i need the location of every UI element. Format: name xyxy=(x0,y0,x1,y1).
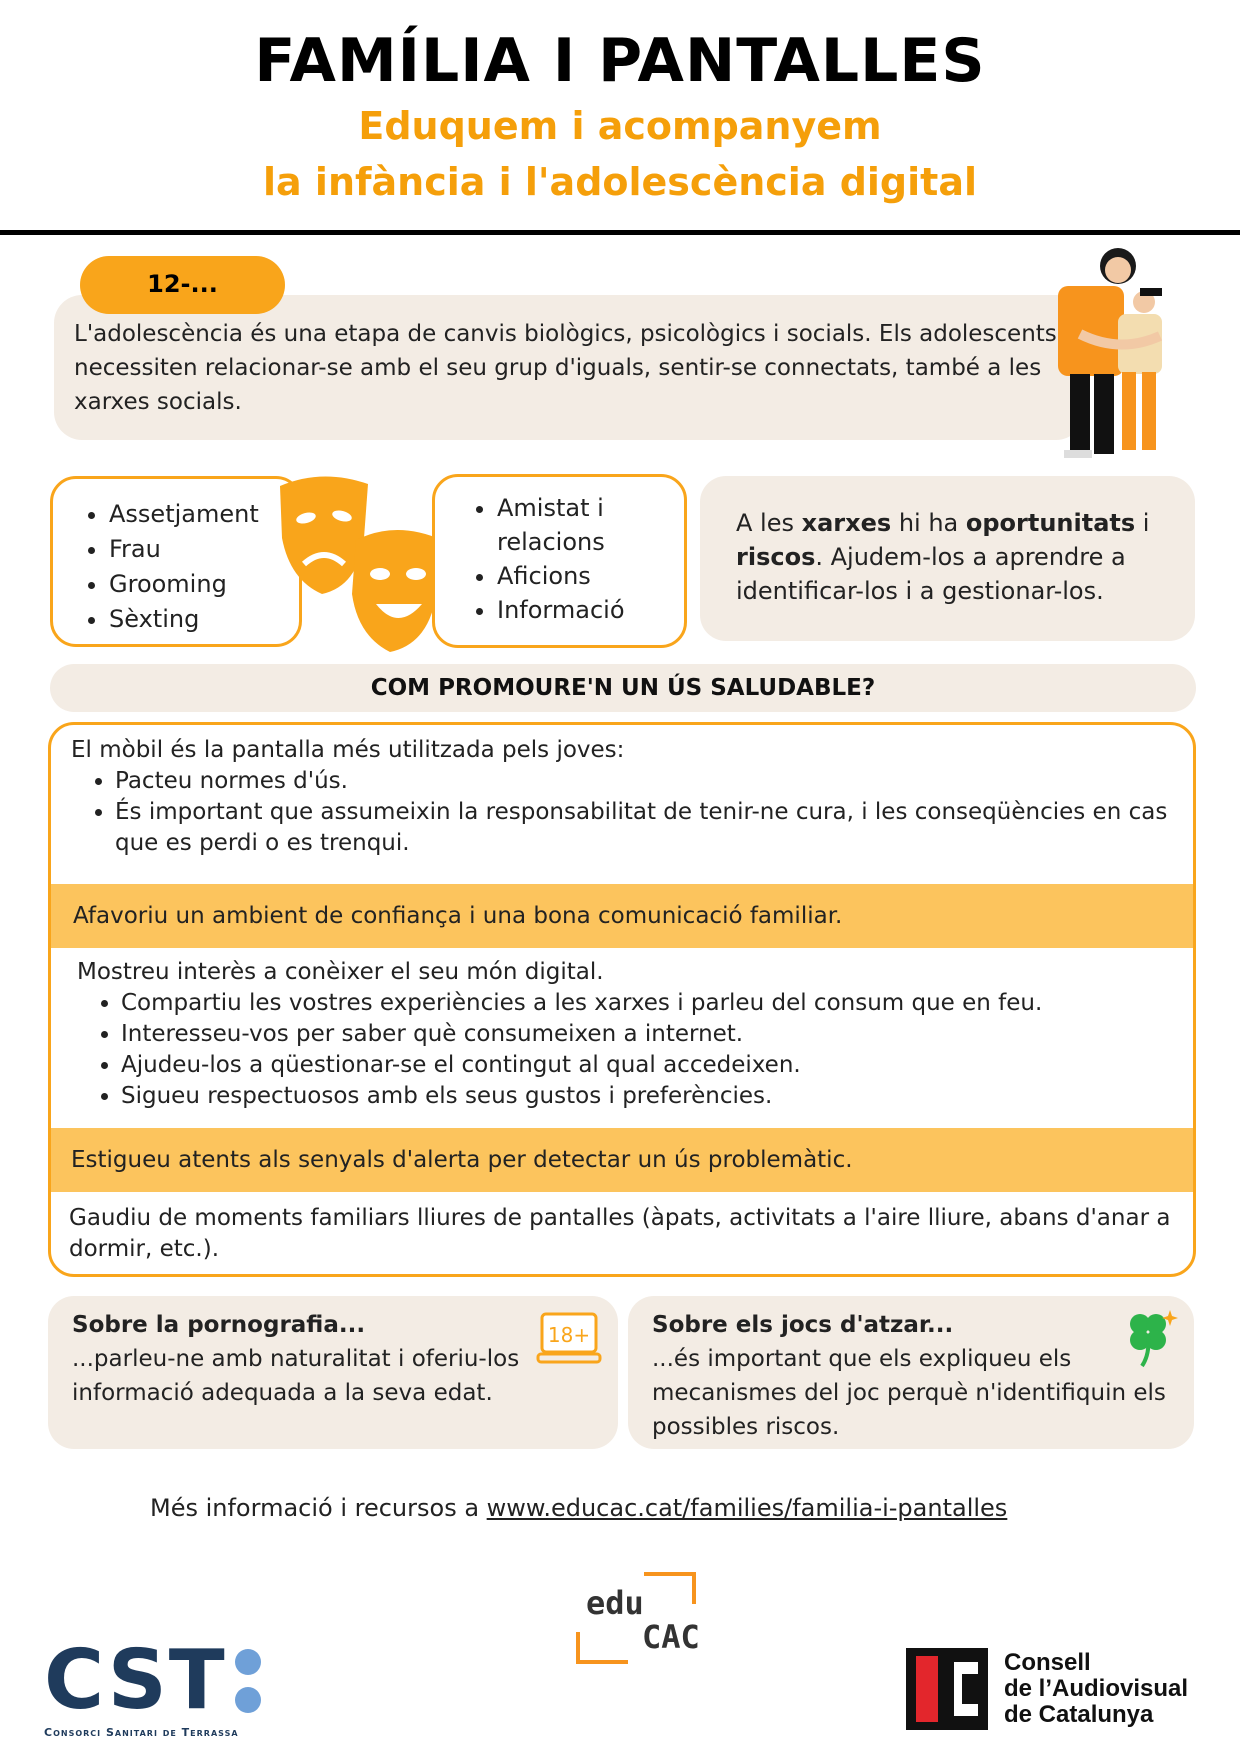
mobile-intro: El mòbil és la pantalla més utilitzada pels joves: xyxy=(71,737,625,763)
cac-line-2: de l’Audiovisual xyxy=(1004,1675,1189,1702)
networks-text-2: hi ha xyxy=(891,509,966,537)
list-item: • Frau xyxy=(109,532,299,567)
cac-logo xyxy=(906,1648,1188,1730)
parent-child-illustration xyxy=(1040,244,1190,460)
trust-band: Afavoriu un ambient de confiança i una bona comunicació familiar. xyxy=(51,884,1193,948)
interest-list xyxy=(77,988,1173,1112)
theatre-masks-icon xyxy=(272,468,452,658)
age-badge: 12-... xyxy=(80,256,285,314)
adult-badge-text: 18+ xyxy=(547,1323,591,1347)
list-item: • Interesseu-vos per saber què consumeixen a internet. xyxy=(121,1019,1173,1050)
opportunities-box xyxy=(432,474,687,648)
cac-mark-icon xyxy=(906,1648,988,1730)
list-item: • Ajudeu-los a qüestionar-se el contingut al qual accedeixen. xyxy=(121,1050,1173,1081)
list-item: • És important que assumeixin la responsabilitat de tenir-ne cura, i les conseqüències en cas que es perdi o es trenqui. xyxy=(115,797,1173,859)
list-item: • Amistat i relacions xyxy=(497,491,684,559)
networks-text-3: i xyxy=(1135,509,1150,537)
intro-text: L'adolescència és una etapa de canvis biològics, psicològics i socials. Els adolescents necessiten relacionar-se amb el seu grup d'iguals, sentir-se connectats, també a les xarxes socials. xyxy=(74,321,1057,415)
list-item: • Pacteu normes d'ús. xyxy=(115,766,1173,797)
intro-box xyxy=(54,295,1084,440)
opportunities-list xyxy=(471,491,684,627)
risks-list xyxy=(83,497,299,637)
gambling-title: Sobre els jocs d'atzar... xyxy=(652,1312,954,1338)
section-heading: COM PROMOURE'N UN ÚS SALUDABLE? xyxy=(50,664,1196,712)
cac-line-3: de Catalunya xyxy=(1004,1701,1154,1728)
clover-icon xyxy=(1118,1306,1178,1370)
healthy-use-box xyxy=(48,722,1196,1277)
subtitle-line-2: la infància i l'adolescència digital xyxy=(263,160,977,204)
list-item: • Aficions xyxy=(497,559,684,593)
interest-section xyxy=(51,957,1193,1112)
cst-logo xyxy=(44,1633,261,1739)
mobile-section xyxy=(51,735,1193,859)
networks-box xyxy=(700,476,1195,641)
cst-full-name: Consorci Sanitari de Terrassa xyxy=(44,1726,239,1739)
networks-bold-3: riscos xyxy=(736,543,816,571)
educac-cac: CAC xyxy=(642,1618,700,1656)
networks-bold-2: oportunitats xyxy=(965,509,1136,537)
gambling-box xyxy=(628,1296,1194,1449)
networks-text-4: . Ajudem-los a aprendre a identificar-los i a gestionar-los. xyxy=(736,543,1126,605)
alert-band: Estigueu atents als senyals d'alerta per detectar un ús problemàtic. xyxy=(51,1128,1193,1192)
page-title: FAMÍLIA I PANTALLES xyxy=(254,26,986,96)
more-info-text: Més informació i recursos a xyxy=(150,1494,487,1522)
list-item: • Compartiu les vostres experiències a les xarxes i parleu del consum que en feu. xyxy=(121,988,1173,1019)
pornography-text: ...parleu-ne amb naturalitat i oferiu-los informació adequada a la seva edat. xyxy=(72,1346,520,1406)
educac-logo xyxy=(572,1572,722,1664)
list-item: • Sèxting xyxy=(109,602,299,637)
educac-edu: edu xyxy=(586,1584,644,1622)
subtitle-line-1: Eduquem i acompanyem xyxy=(358,104,882,148)
cst-letters: CST xyxy=(44,1633,227,1728)
closing-text: Gaudiu de moments familiars lliures de pantalles (àpats, activitats a l'aire lliure, abans d'anar a dormir, etc.). xyxy=(69,1205,1171,1262)
header-divider xyxy=(0,230,1240,235)
cac-line-1: Consell xyxy=(1004,1649,1091,1676)
interest-intro: Mostreu interès a conèixer el seu món digital. xyxy=(77,959,604,985)
pornography-title: Sobre la pornografia... xyxy=(72,1312,366,1338)
more-info xyxy=(150,1494,1007,1522)
more-info-link[interactable]: www.educac.cat/families/familia-i-pantalles xyxy=(486,1494,1008,1522)
networks-text-1: A les xyxy=(736,509,802,537)
networks-bold-1: xarxes xyxy=(801,509,892,537)
adult-content-18-icon xyxy=(536,1310,602,1368)
list-item: • Sigueu respectuosos amb els seus gustos i preferències. xyxy=(121,1081,1173,1112)
list-item: • Grooming xyxy=(109,567,299,602)
pornography-box xyxy=(48,1296,618,1449)
gambling-text: ...és important que els expliqueu els mecanismes del joc perquè n'identifiquin els possibles riscos. xyxy=(652,1346,1166,1440)
list-item: • Assetjament xyxy=(109,497,299,532)
mobile-list xyxy=(71,766,1173,859)
list-item: • Informació xyxy=(497,593,684,627)
risks-box xyxy=(50,476,302,647)
